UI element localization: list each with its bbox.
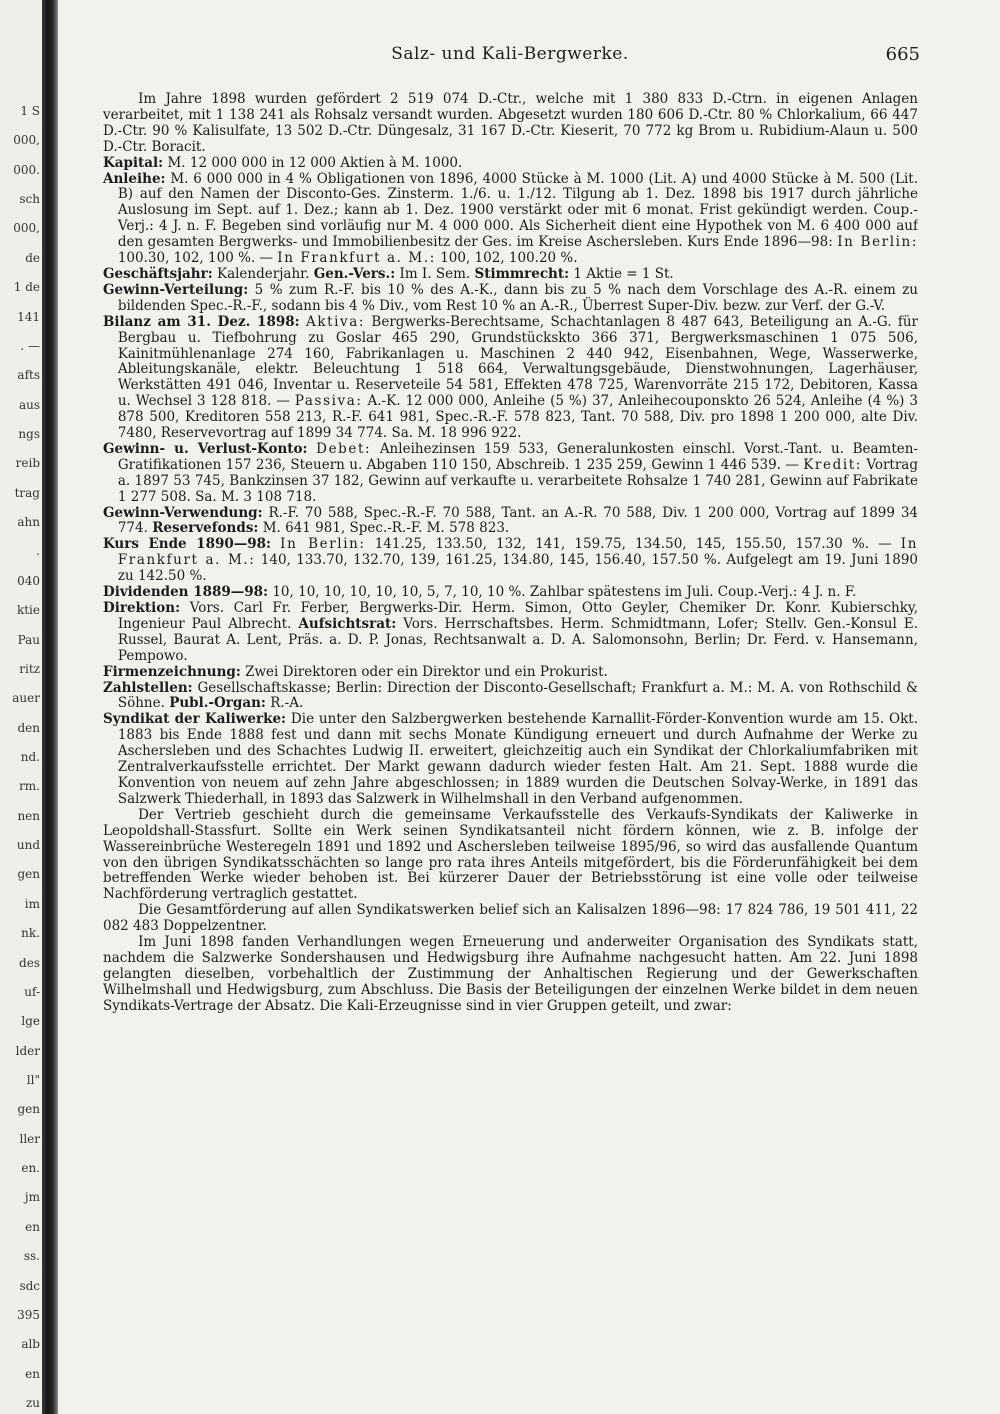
margin-fragment: en [25,1220,40,1234]
margin-fragment: sdc [19,1279,40,1293]
gewinn-verteilung-label: Gewinn-Verteilung: [103,281,249,298]
margin-fragment: den [17,721,40,735]
margin-fragment: 040 [17,574,40,588]
entry-syndikat [103,712,918,807]
entry-kurs [103,537,918,585]
anleihe-label: Anleihe: [103,170,166,187]
debet-label: Debet: [316,440,372,457]
zahlstellen-text: Gesellschaftskasse; Berlin: Direction der Disconto-Gesellschaft; Frankfurt a. M.: M. A. von Rothschild & Söhne. [117,679,918,712]
margin-fragment: . — [20,339,40,353]
margin-fragment: 000, [13,133,40,147]
margin-fragment: gen [17,867,40,881]
debet-text: Anleihezinsen 159 533, Generalunkosten einschl. Vorst.-Tant. u. Beamten-Gratifikationen 157 236, Steuern u. Abgaben 110 150, Abschreib. 1 235 259, Gewinn 1 446 539. — [117,440,918,473]
entry-bilanz [103,315,918,442]
passiva-label: Passiva: [294,393,363,410]
anleihe-place-berlin: In Berlin: [837,234,918,251]
margin-fragment: 395 [17,1308,40,1322]
firmenzeichnung-text: Zwei Direktoren oder ein Direktor und ein Prokurist. [245,663,608,680]
direktion-text: Vors. Carl Fr. Ferber, Bergwerks-Dir. Herm. Simon, Otto Geyler, Chemiker Dr. Konr. Kubierschky, Ingenieur Paul Albrecht. [117,600,918,632]
page-header [100,44,920,68]
margin-fragment: des [19,956,40,970]
kredit-text: Vortrag a. 1897 53 745, Bankzinsen 37 182, Gewinn auf verkaufte u. verarbeitete Rohsalze 1 740 281, Gewinn auf Fabrikate 1 277 508. Sa. M. 3 108 718. [117,456,918,505]
margin-fragment: und [16,838,40,852]
gen-vers-text: Im I. Sem. [399,265,471,282]
margin-fragment: sch [19,192,40,206]
stimmrecht-label: Stimmrecht: [474,265,570,282]
margin-fragment: lge [21,1014,40,1028]
margin-fragment: 1 de [13,280,40,294]
gewinn-verwendung-text: R.-F. 70 588, Spec.-R.-F. 70 588, Tant. an A.-R. 70 588, Div. 1 200 000, Vortrag auf 1899 34 774. [117,504,918,537]
margin-fragment: afts [17,368,40,382]
margin-fragment: ller [19,1132,40,1146]
kurs-label: Kurs Ende 1890—98: [103,536,272,553]
dividenden-label: Dividenden 1889—98: [103,584,269,601]
margin-fragment: 000. [13,163,40,177]
book-spine-shadow [42,0,58,1414]
aufsichtsrat-label: Aufsichtsrat: [298,615,397,632]
kurs-text-frankfurt: 140, 133.70, 132.70, 139, 161.25, 134.80, 145, 156.40, 157.50 %. Aufgelegt am 19. Juni 1890 zu 142.50 %. [117,552,918,585]
entry-zahlstellen [103,681,918,713]
margin-fragment: . [36,544,40,558]
paragraph-gesamtfoerderung: Die Gesamtförderung auf allen Syndikatswerken belief sich an Kalisalzen 1896—98: 17 824 786, 19 501 411, 22 082 483 Doppelzentner. [103,902,918,935]
direktion-label: Direktion: [103,600,181,616]
anleihe-kurs-berlin: 100.30, 102, 100 %. — [117,250,273,267]
entry-gewinn-verwendung [103,506,918,538]
gewinn-verteilung-text: 5 % zum R.-F. bis 10 % des A.-K., dann bis zu 5 % nach dem Vorschlage des A.-R. einem zu bildenden Spec.-R.-F., sodann bis 4 % Div., vom Rest 10 % an A.-R., Überrest Super-Div. bezw. zur Verf. der G.-V. [117,281,918,314]
paragraph-juni-1898: Im Juni 1898 fanden Verhandlungen wegen Erneuerung und anderweiter Organisation des Syndikats statt, nachdem die Salzwerke Sondershausen und Hedwigsburg ihre Aufnahme nachgesucht hatten. Am 22. Juni 1898 gelangten dieselben, vorbehaltlich der Zustimmung der Anhaltischen Regierung und der Gewerkschaften Wilhelmshall und Hedwigsburg, zum Abschluss. Die Basis der Beteiligungen der einzelnen Werke bildet in dem neuen Syndikats-Vertrage der Absatz. Die Kali-Erzeugnisse sind in vier Gruppen geteilt, und zwar: [103,934,918,1014]
gen-vers-label: Gen.-Vers.: [313,265,396,282]
margin-fragment: uf- [24,985,40,999]
page-body [103,92,918,1410]
kredit-label: Kredit: [803,456,862,473]
geschaeftsjahr-label: Geschäftsjahr: [103,265,213,282]
margin-fragment: aus [18,398,40,412]
kurs-text-berlin: 141.25, 133.50, 132, 141, 159.75, 134.50, 145, 155.50, 157.30 %. — [374,536,892,553]
dividenden-text: 10, 10, 10, 10, 10, 10, 5, 7, 10, 10 %. Zahlbar spätestens im Juli. Coup.-Verj.: 4 J. n. F. [272,584,857,601]
margin-fragment: ll" [26,1073,40,1087]
left-page-gutter [0,0,42,1414]
aktiva-label: Aktiva: [305,313,366,330]
margin-fragment: nen [17,809,40,823]
margin-fragment: nd. [20,750,40,764]
kurs-place-berlin: In Berlin: [280,536,366,553]
margin-fragment: rm. [19,779,40,793]
margin-fragment: ngs [18,427,40,441]
margin-fragment: Pau [17,633,40,647]
syndikat-text: Die unter den Salzbergwerken bestehende Karnallit-Förder-Konvention wurde am 15. Okt. 1883 bis Ende 1888 fest und dann mit sechs Monate Kündigung erneuert und durch Aufnahme der Werke zu Aschersleben und des Schachtes Ludwig II. erweitert, gleichzeitig auch ein Syndikat der Chlorkaliumfabriken mit Zentralverkaufsstelle errichtet. Der Markt gewann dadurch wieder festen Halt. Am 21. Sept. 1888 wurde die Konvention von neuem auf zehn Jahre abgeschlossen; in 1889 wurden die Deutschen Solvay-Werke, in 1891 das Salzwerk Thiederhall, in 1893 das Salzwerk in Wilhelmshall in den Verband aufgenommen. [117,711,918,807]
margin-fragment: auer [12,691,40,705]
margin-fragment: trag [14,486,40,500]
margin-fragment: jm [24,1190,40,1204]
entry-gv-konto [103,442,918,506]
kapital-label: Kapital: [103,154,164,171]
margin-fragment: ahn [17,515,40,529]
entry-anleihe [103,172,918,267]
gv-konto-label: Gewinn- u. Verlust-Konto: [103,440,308,457]
margin-fragment: 1 S [20,104,40,118]
margin-fragment: lder [15,1044,40,1058]
syndikat-label: Syndikat der Kaliwerke: [103,711,287,728]
margin-fragment: 000, [13,221,40,235]
bilanz-label: Bilanz am 31. Dez. 1898: [103,313,300,330]
aufsichtsrat-text: Vors. Herrschaftsbes. Herm. Schmidtmann, Lofer; Stellv. Gen.-Konsul E. Russel, Baurat A. Lent, Präs. a. D. P. Jonas, Rechtsanwalt a. D. A. Salomonsohn, Berlin; Dr. Ferd. v. Hansemann, Pempowo. [117,615,918,664]
margin-fragment: nk. [21,926,40,940]
margin-fragment: 141 [17,310,40,324]
reservefonds-label: Reservefonds: [152,520,259,537]
entry-firmenzeichnung [103,665,918,681]
margin-fragment: zu [25,1396,40,1410]
zahlstellen-label: Zahlstellen: [103,679,193,696]
publ-organ-text: R.-A. [270,695,304,712]
entry-kapital [103,156,918,172]
margin-fragment: im [24,897,40,911]
kurs-place-frankfurt: In Frankfurt a. M.: [117,536,918,569]
entry-direktion [103,601,918,665]
reservefonds-text: M. 641 981, Spec.-R.-F. M. 578 823. [262,520,510,537]
margin-fragment: en [25,1367,40,1381]
margin-fragment: reib [15,456,40,470]
anleihe-place-frankfurt: In Frankfurt a. M.: [277,250,436,267]
entry-gewinn-verteilung [103,283,918,315]
margin-fragment: gen [17,1102,40,1116]
anleihe-kurs-frankfurt: 100, 102, 100.20 %. [440,250,578,267]
aktiva-text: Bergwerks-Berechtsame, Schachtanlagen 8 487 643, Beteiligung an A.-G. für Bergbau u. Tiefbohrung zu Goslar 465 290, Grundstückskto 366 371, Bergwerksmaschinen 1 075 506, Kainitmühlenanlage 274 160, Fabrikanlagen u. Maschinen 2 440 942, Eisenbahnen, Wege, Wasserwerke, Ableitungskanäle, elektr. Beleuchtung 1 518 664, Verwaltungsgebäude, Dienstwohnungen, Lagerhäuser, Werkstätten 491 046, Inventar u. Reserveteile 54 581, Effekten 478 725, Warenvorräte 215 172, Debitoren, Kassa u. Wechsel 3 128 818. — [117,313,918,410]
margin-fragment: ss. [23,1249,40,1263]
intro-paragraph: Im Jahre 1898 wurden gefördert 2 519 074 D.-Ctr., welche mit 1 380 833 D.-Ctrn. in eigenen Anlagen verarbeitet, mit 1 138 241 als Rohsalz versandt wurden. Abgesetzt wurden 180 606 D.-Ctr. 80 % Chlorkalium, 66 447 D.-Ctr. 90 % Kalisulfate, 13 502 D.-Ctr. Düngesalz, 31 167 D.-Ctr. Kieserit, 70 772 kg Brom u. Rubidium-Alaun u. 500 D.-Ctr. Boracit. [103,92,918,155]
anleihe-text: M. 6 000 000 in 4 % Obligationen von 1896, 4000 Stücke à M. 1000 (Lit. A) und 4000 Stücke à M. 500 (Lit. B) auf den Namen der Disconto-Ges. Zinsterm. 1./6. u. 1./12. Tilgung ab 1. Dez. 1898 bis 1917 durch jährliche Auslosung im Sept. auf 1. Dez.; kann ab 1. Dez. 1900 verstärkt oder mit 6 monat. Frist gekündigt werden. Coup.-Verj.: 4 J. n. F. Begeben sind vorläufig nur M. 4 000 000. Als Sicherheit dient eine Hypothek von M. 6 400 000 auf den gesamten Bergwerks- und Immobilienbesitz der Ges. im Kreise Aschersleben. Kurs Ende 1896—98: [117,170,918,251]
gewinn-verwendung-label: Gewinn-Verwendung: [103,504,263,521]
firmenzeichnung-label: Firmenzeichnung: [103,663,241,680]
stimmrecht-text: 1 Aktie = 1 St. [573,265,674,282]
margin-fragment: ritz [19,662,40,676]
publ-organ-label: Publ.-Organ: [169,695,266,712]
margin-fragment: ktie [16,603,40,617]
margin-fragment: alb [21,1337,40,1351]
kapital-text: M. 12 000 000 in 12 000 Aktien à M. 1000. [167,154,463,171]
paragraph-vertrieb: Der Vertrieb geschieht durch die gemeinsame Verkaufsstelle des Verkaufs-Syndikats der Kaliwerke in Leopoldshall-Stassfurt. Sollte ein Werk seinen Syndikatsanteil nicht fördern können, wie z. B. infolge der Wassereinbrüche Westeregeln 1891 und 1892 und Aschersleben teilweise 1895/96, so wird das ausfallende Quantum von den übrigen Syndikatsschächten so lange pro rata ihres Anteils mitgefördert, bis die Förderunfähigkeit bei dem betreffenden Werke wieder behoben ist. Bei kürzerer Dauer der Betriebsstörung ist eine volle oder teilweise Nachförderung vertraglich gestattet. [103,806,918,903]
entry-geschaeftsjahr [103,267,918,283]
running-head: Salz- und Kali-Bergwerke. [391,44,629,64]
entry-dividenden [103,585,918,601]
passiva-text: A.-K. 12 000 000, Anleihe (5 %) 37, Anleihecouponskto 26 524, Anleihe (4 %) 3 878 500, Kreditoren 558 213, R.-F. 641 981, Spec.-R.-F. 578 823, Tant. 70 588, Div. pro 1898 1 200 000, alte Div. 7480, Reservevortrag auf 1899 34 774. Sa. M. 18 996 922. [117,393,918,442]
margin-fragment: de [25,251,40,265]
margin-fragment: en. [21,1161,40,1175]
geschaeftsjahr-text: Kalenderjahr. [216,265,310,282]
page-number: 665 [885,44,920,65]
